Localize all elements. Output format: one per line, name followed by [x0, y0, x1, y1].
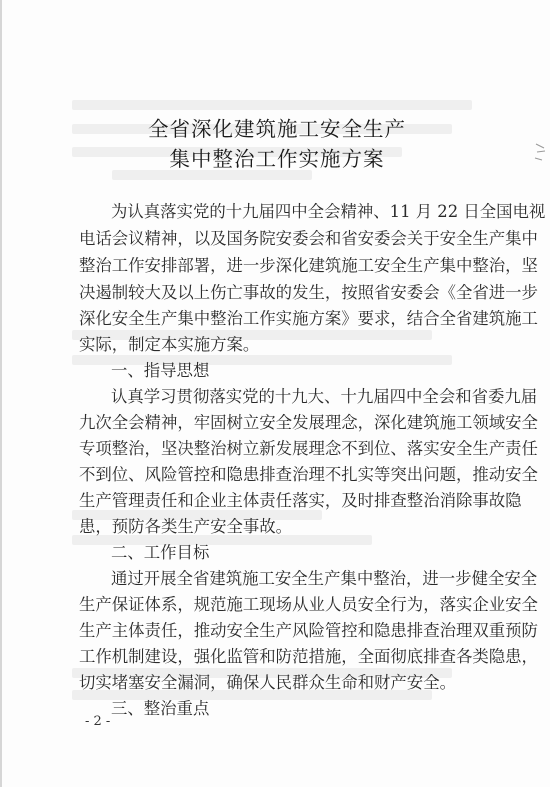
body-text-line: 专项整治，坚决整治树立新发展理念不到位、落实安全生产责任 [79, 439, 538, 458]
body-text-line: 患，预防各类生产安全事故。 [79, 517, 293, 536]
body-text-line: 实际，制定本实施方案。 [79, 335, 260, 354]
body-text-line: 为认真落实党的十九届四中全会精神、11 月 22 日全国电视 [111, 202, 546, 221]
body-text-line: 九次全会精神，牢固树立安全发展理念，深化建筑施工领域安全 [79, 413, 538, 432]
section-heading: 三、整治重点 [111, 699, 210, 718]
body-text-line: 生产管理责任和企业主体责任落实，及时排查整治消除事故隐 [79, 491, 522, 510]
section-heading: 一、指导思想 [111, 361, 210, 380]
page-number: - 2 - [85, 714, 111, 729]
bleed-through-mark [72, 100, 472, 110]
body-text-line: 切实堵塞安全漏洞，确保人民群众生命和财产安全。 [79, 673, 456, 692]
body-text-line: 整治工作安排部署，进一步深化建筑施工安全生产集中整治，坚 [79, 256, 538, 275]
body-text-line: 电话会议精神，以及国务院安委会和省安委会关于安全生产集中 [79, 229, 538, 248]
body-text-line: 认真学习贯彻落实党的十九大、十九届四中全会和省委九届 [111, 387, 538, 406]
document-title-line-2: 集中整治工作实施方案 [169, 147, 385, 171]
section-heading: 二、工作目标 [111, 543, 210, 562]
document-title-line-1: 全省深化建筑施工安全生产 [148, 117, 406, 141]
body-text-line: 不到位、风险管控和隐患排查治理不扎实等突出问题，推动安全 [79, 465, 538, 484]
body-text-line: 工作机制建设，强化监管和防范措施，全面彻底排查各类隐患， [79, 647, 538, 666]
body-text-line: 生产主体责任，推动安全生产风险管控和隐患排查治理双重预防 [79, 621, 538, 640]
body-text-line: 通过开展全省建筑施工安全生产集中整治，进一步健全安全 [111, 569, 538, 588]
body-text-line: 生产保证体系，规范施工现场从业人员安全行为，落实企业安全 [79, 595, 538, 614]
body-text-line: 决遏制较大及以上伤亡事故的发生，按照省安委会《全省进一步 [79, 283, 538, 302]
body-text-line: 深化安全生产集中整治工作实施方案》要求，结合全省建筑施工 [79, 309, 538, 328]
